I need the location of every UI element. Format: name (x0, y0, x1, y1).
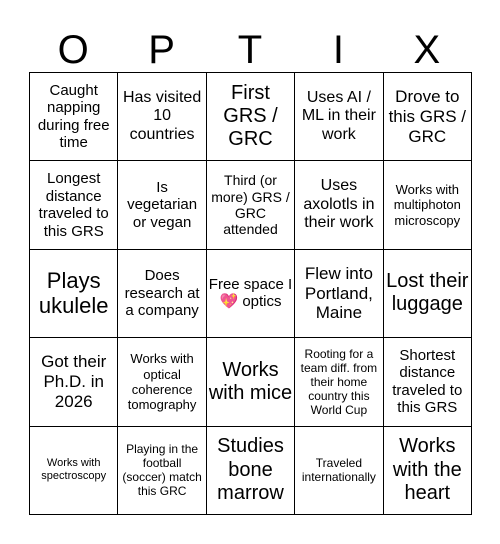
bingo-cell[interactable] (118, 427, 206, 515)
bingo-cell[interactable] (384, 250, 472, 338)
free-space-cell[interactable] (207, 250, 295, 338)
cell-text: Is vegetarian or vegan (127, 178, 198, 231)
cell-text: Traveled internationally (301, 456, 376, 485)
cell-text: Works with the heart (392, 435, 462, 504)
bingo-cell[interactable] (118, 250, 206, 338)
cell-text: Free space I 💖 optics (208, 275, 293, 311)
cell-text: Works with multiphoton microscopy (393, 182, 461, 228)
header-letter-t: T (237, 28, 263, 72)
bingo-cell[interactable] (384, 338, 472, 426)
cell-text: Rooting for a team diff. from their home country this World Cup (300, 346, 378, 417)
cell-text: Has visited 10 countries (122, 88, 202, 144)
cell-text: Works with mice (208, 358, 293, 404)
bingo-cell[interactable] (30, 161, 118, 249)
cell-text: Third (or more) GRS / GRC attended (211, 172, 290, 238)
cell-text: Works with spectroscopy (41, 457, 107, 483)
bingo-cell[interactable] (295, 161, 383, 249)
bingo-cell[interactable] (384, 161, 472, 249)
cell-text: Plays ukulele (38, 267, 109, 319)
cell-text: Playing in the football (soccer) match this GRC (122, 442, 202, 499)
bingo-grid (29, 72, 472, 515)
bingo-cell[interactable] (384, 427, 472, 515)
header-letter-x: X (413, 28, 441, 72)
cell-text: Studies bone marrow (217, 435, 284, 504)
bingo-cell[interactable] (295, 73, 383, 161)
bingo-cell[interactable] (384, 73, 472, 161)
cell-text: Shortest distance traveled to this GRS (392, 346, 463, 417)
cell-text: Uses AI / ML in their work (301, 88, 376, 144)
header-letter-p: P (148, 28, 175, 72)
cell-text: Works with optical coherence tomography (127, 351, 197, 413)
bingo-header (29, 28, 471, 72)
cell-text: Uses axolotls in their work (303, 177, 375, 232)
bingo-cell[interactable] (295, 427, 383, 515)
header-letter-i: I (332, 28, 344, 72)
bingo-cell[interactable] (207, 161, 295, 249)
cell-text: Lost their luggage (386, 270, 469, 316)
cell-text: Longest distance traveled to this GRS (38, 170, 109, 240)
bingo-cell[interactable] (118, 161, 206, 249)
bingo-cell[interactable] (295, 338, 383, 426)
bingo-cell[interactable] (118, 73, 206, 161)
bingo-cell[interactable] (30, 338, 118, 426)
cell-text: First GRS / GRC (223, 81, 278, 151)
bingo-cell[interactable] (207, 73, 295, 161)
bingo-cell[interactable] (207, 427, 295, 515)
cell-text: Flew into Portland, Maine (304, 263, 373, 323)
bingo-cell[interactable] (207, 338, 295, 426)
cell-text: Caught napping during free time (37, 81, 110, 152)
bingo-cell[interactable] (30, 250, 118, 338)
bingo-cell[interactable] (118, 338, 206, 426)
bingo-cell[interactable] (30, 427, 118, 515)
bingo-cell[interactable] (295, 250, 383, 338)
cell-text: Drove to this GRS / GRC (388, 86, 467, 146)
cell-text: Got their Ph.D. in 2026 (41, 352, 107, 411)
header-letter-o: O (57, 28, 89, 72)
cell-text: Does research at a company (124, 267, 200, 320)
bingo-cell[interactable] (30, 73, 118, 161)
